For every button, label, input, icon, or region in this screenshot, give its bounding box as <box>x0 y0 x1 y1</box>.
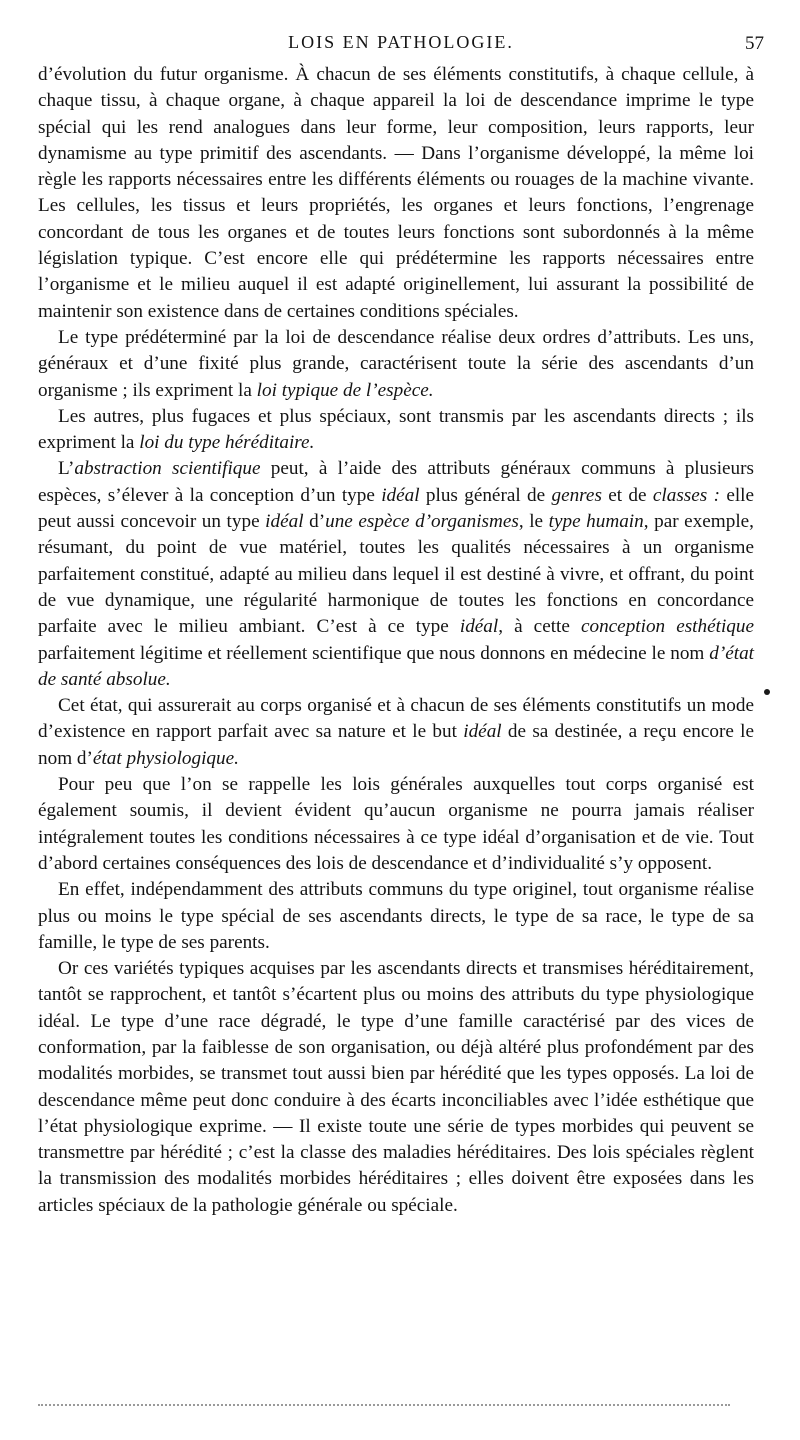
margin-mark <box>764 689 770 695</box>
footer-rule <box>38 1404 730 1406</box>
text-run: , le <box>518 511 549 533</box>
italic-text: conception esthétique <box>580 616 754 638</box>
text-run: Les autres, plus fugaces et plus spéciaux, sont transmis par les ascendants directs ; ils expriment la <box>38 405 754 454</box>
italic-text: loi typique de l’espèce. <box>256 379 434 401</box>
text-run: , à cette <box>498 616 581 638</box>
paragraph <box>38 772 754 877</box>
italic-text: abstraction scientifique <box>74 458 261 480</box>
paragraph <box>38 325 754 404</box>
text-run: Or ces variétés typiques acquises par les ascendants directs et transmises héréditairement, tantôt se rapprochent, et tantôt s’écartent plus ou moins des attributs du type physiologique idéal. Le type d’une race dégradé, le type d’une famille caractérisé par des vices de conformation, par la faiblesse de son organisation, ou déjà altéré plus profondément par des modalités morbides, se transmet tout aussi bien par hérédité que les types opposés. La loi de descendance même peut donc conduire à des écarts inconciliables avec l’idée esthétique que l’état physiologique exprime. — Il existe toute une série de types morbides qui peuvent se transmettre par hérédité ; c’est la classe des maladies héréditaires. Des lois spéciales règlent la transmission des modalités morbides héréditaires ; elles doivent être exposées dans les articles spéciaux de la pathologie générale ou spéciale. <box>38 958 754 1216</box>
text-run: Cet état, qui assurerait au corps organisé et à chacun de ses éléments constitutifs un mode d’existence en rapport parfait avec sa nature et le but <box>38 695 754 743</box>
italic-text: loi du type héréditaire. <box>139 432 315 454</box>
italic-text: idéal <box>381 484 420 506</box>
text-run: En effet, indépendamment des attributs communs du type originel, tout organisme réalise plus ou moins le type spécial de ses ascendants directs, le type de sa race, le type de sa famille, le type de ses parents. <box>38 879 754 953</box>
text-run: parfaitement légitime et réellement scientifique que nous donnons en médecine le nom <box>38 642 710 664</box>
paragraph <box>38 877 754 956</box>
text-run: plus général de <box>419 484 552 506</box>
body-text <box>38 62 754 1219</box>
text-run: L’ <box>58 458 75 480</box>
page-number: 57 <box>745 33 764 54</box>
italic-text: idéal <box>265 511 304 533</box>
italic-text: genres <box>551 484 602 506</box>
text-run: et de <box>601 484 653 506</box>
text-run: , par exemple, résumant, du point de vue matériel, toutes les qualités nécessaires à un organisme parfaitement constitué, adapté au milieu dans lequel il est destiné à vivre, et offrant, du point de vue dynamique, une régularité harmonique de toutes les fonctions en concordance parfaite avec le milieu ambiant. C’est à ce type <box>38 511 754 638</box>
running-title: LOIS EN PATHOLOGIE. <box>288 32 514 52</box>
text-run: de sa destinée, a reçu encore le nom d’ <box>38 721 754 769</box>
italic-text: d’état de santé absolue. <box>38 642 754 690</box>
paragraph <box>38 693 754 772</box>
running-head <box>38 30 764 56</box>
text-run: Le type prédéterminé par la loi de descendance réalise deux ordres d’attributs. Les uns, généraux et d’une fixité plus grande, caractérisent toute la série des ascendants d’un organisme ; ils expriment la <box>38 326 754 401</box>
text-run: Pour peu que l’on se rappelle les lois générales auxquelles tout corps organisé est également soumis, il devient évident qu’aucun organisme ne pourra jamais réaliser intégralement toutes les conditions nécessaires à ce type idéal d’organisation et de vie. Tout d’abord certaines conséquences des lois de descendance et d’individualité s’y opposent. <box>38 774 754 874</box>
text-run: d’évolution du futur organisme. À chacun de ses éléments constitutifs, à chaque cellule, à chaque tissu, à chaque organe, à chaque appareil la loi de descendance imprime le type spécial qui les rend analogues dans leur forme, leur composition, leurs rapports, leur dynamisme au type primitif des ascendants. — Dans l’organisme développé, la même loi règle les rapports nécessaires entre les différents éléments ou rouages de la machine vivante. Les cellules, les tissus et leurs propriétés, les organes et leurs fonctions, l’engrenage concordant de tous les organes et de toutes leurs fonctions sont subordonnés à la même législation typique. C’est encore elle qui prédétermine les rapports nécessaires entre l’organisme et le milieu auquel il est adapté originellement, lui assurant la possibilité de maintenir son existence dans de certaines conditions spéciales. <box>38 64 754 322</box>
paragraph <box>38 62 754 325</box>
text-run: d’ <box>303 511 326 533</box>
paragraph <box>38 956 754 1219</box>
italic-text: une espèce d’organismes <box>325 511 519 533</box>
text-run: elle peut aussi concevoir un type <box>38 484 755 533</box>
text-run: peut, à l’aide des attributs généraux communs à plusieurs espèces, s’élever à la conception d’un type <box>38 458 754 506</box>
paragraph <box>38 404 754 457</box>
italic-text: idéal <box>463 721 502 743</box>
paragraph <box>38 456 754 693</box>
italic-text: type humain <box>548 511 644 533</box>
italic-text: état physiologique. <box>92 747 239 769</box>
italic-text: classes : <box>652 484 720 506</box>
italic-text: idéal <box>459 616 499 638</box>
